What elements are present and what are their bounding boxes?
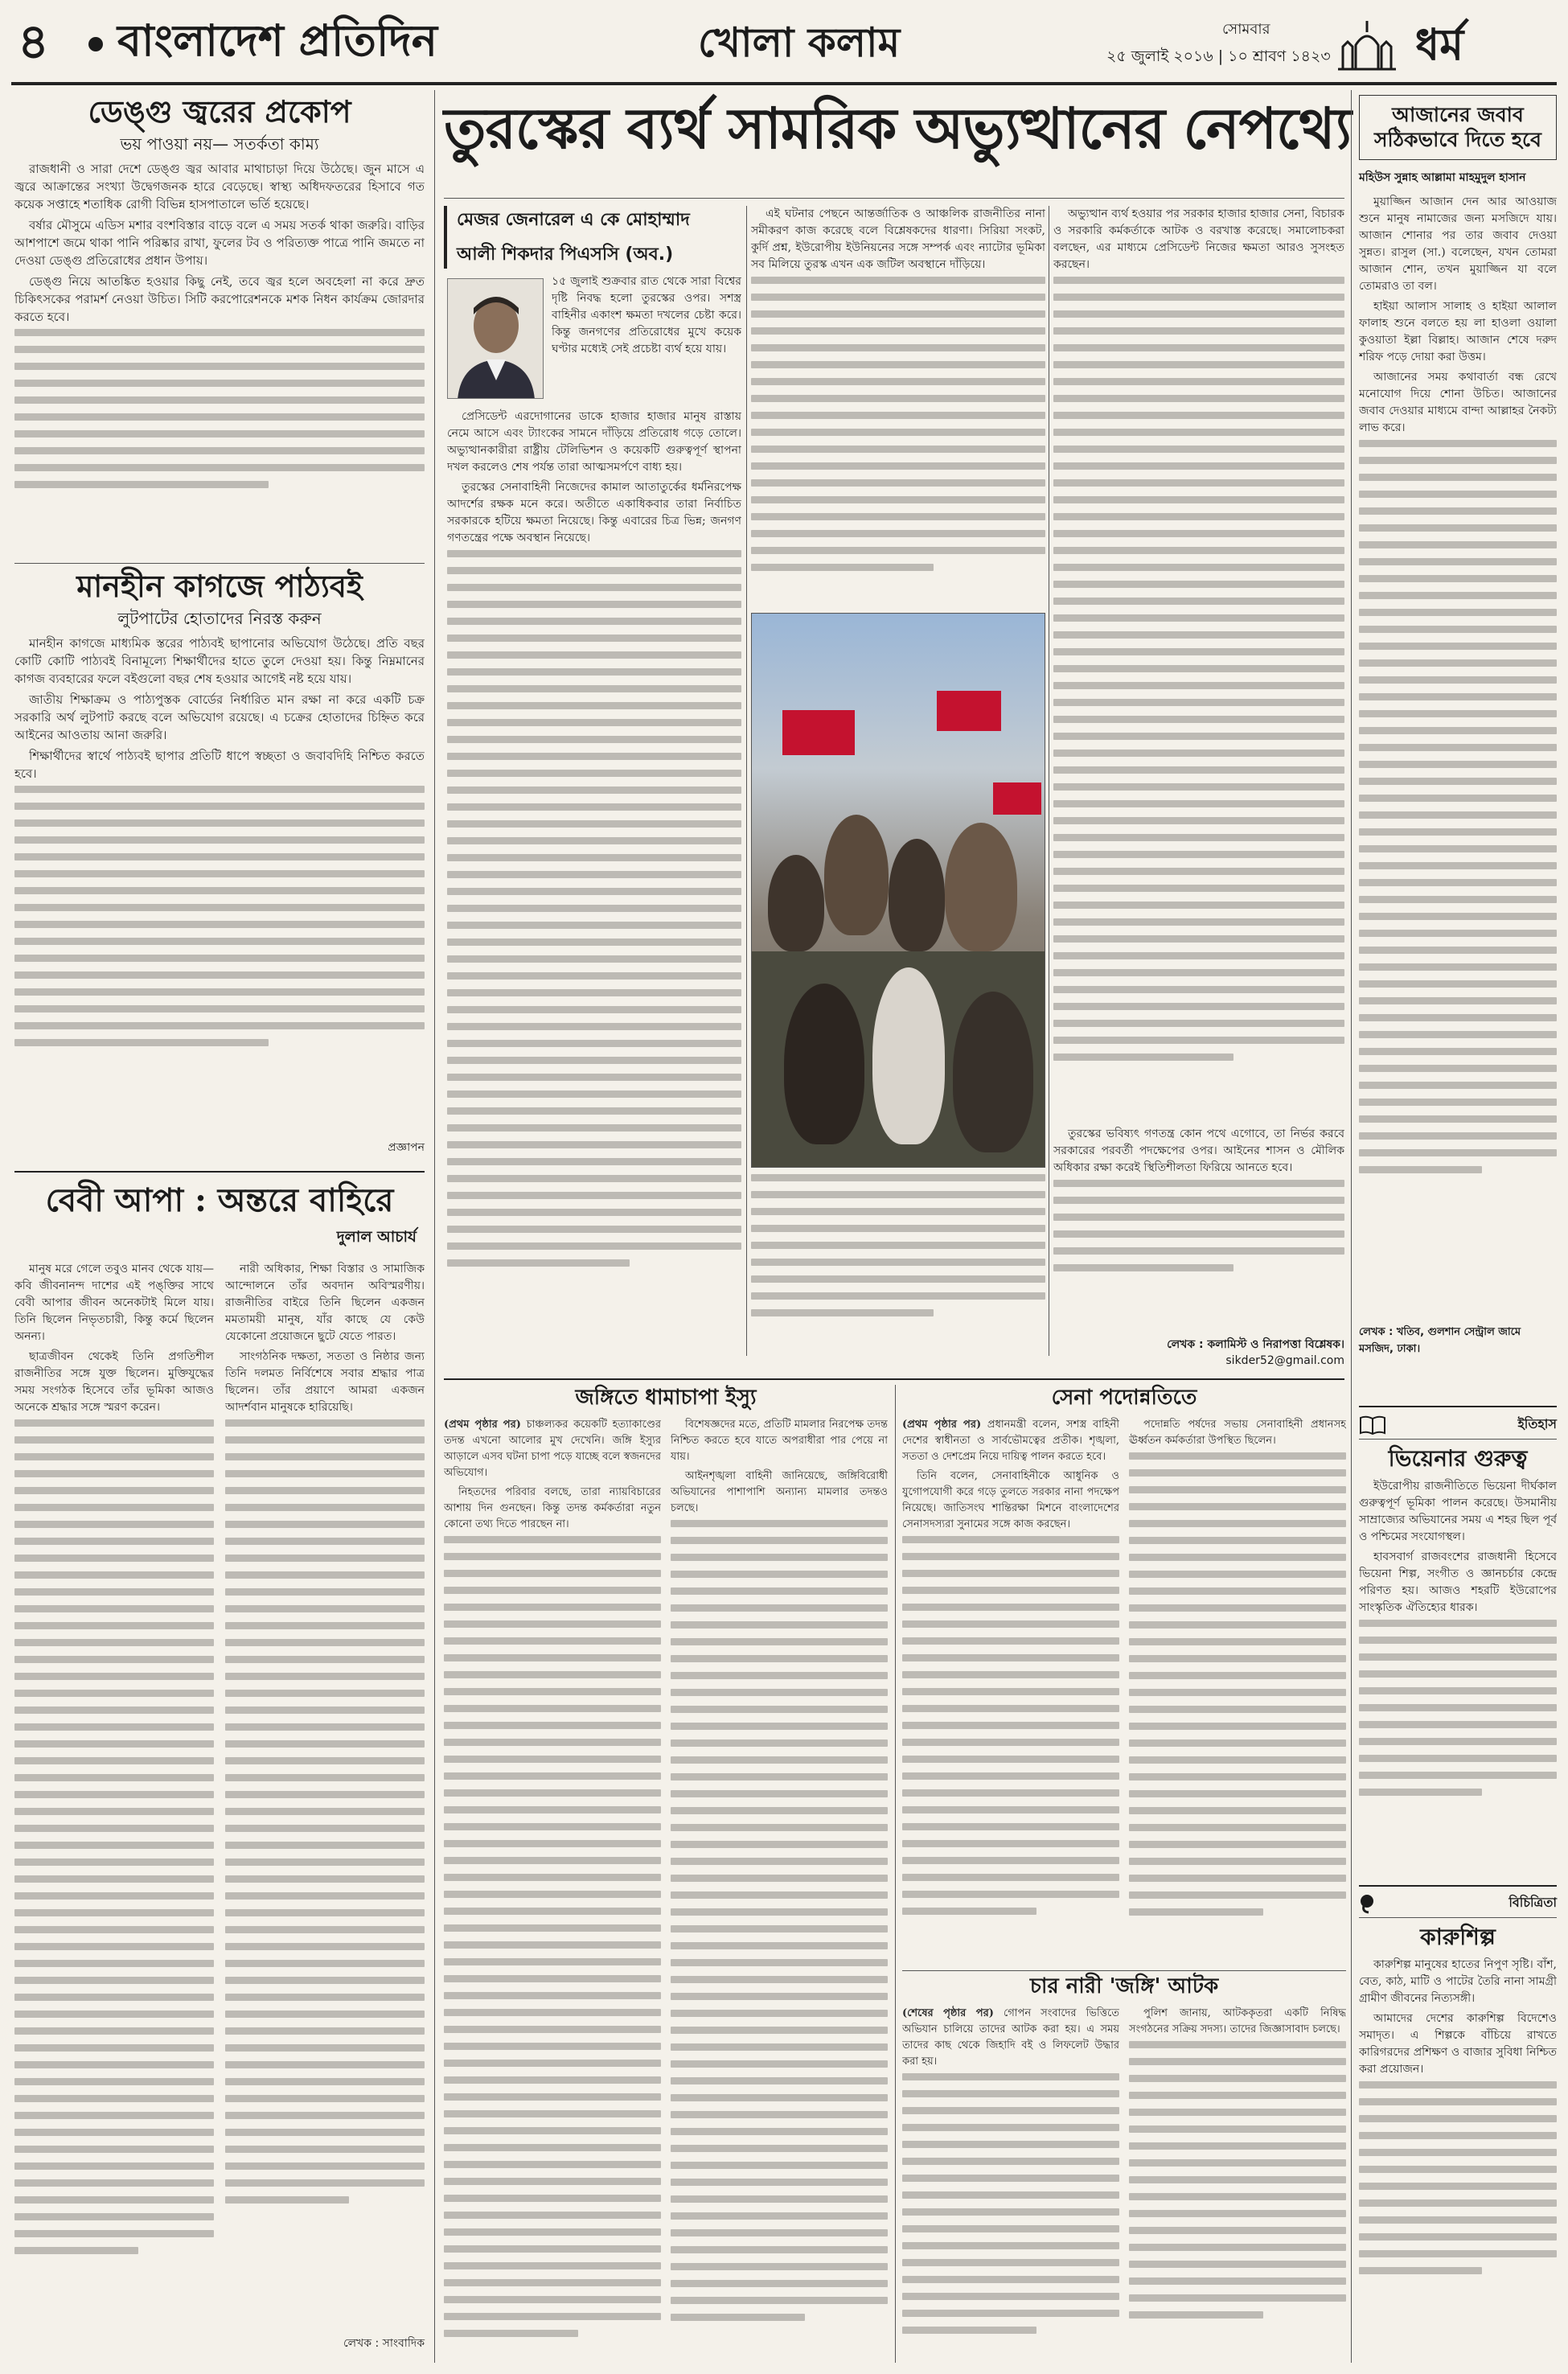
militancy-article bbox=[444, 1386, 888, 2363]
history-body bbox=[1359, 1478, 1557, 1856]
paper-name: বাংলাদেশ প্রতিদিন bbox=[117, 15, 437, 66]
army-col-2 bbox=[1129, 1417, 1346, 1964]
lead-col-1 bbox=[447, 409, 741, 1349]
azan-author: মহিউস সুন্নাহ আল্লামা মাহমুদুল হাসান bbox=[1359, 170, 1526, 184]
weekday: সোমবার bbox=[1222, 21, 1270, 38]
lead-author-line-1: মেজর জেনারেল এ কে মোহাম্মাদ bbox=[457, 210, 690, 230]
text-placeholder bbox=[14, 329, 425, 498]
four-women-col-2 bbox=[1129, 2006, 1346, 2360]
paragraph-text: প্রধানমন্ত্রী বলেন, সশস্ত্র বাহিনী দেশের স্বাধীনতা ও সার্বভৌমত্বের প্রতীক। শৃঙ্খলা, সততা ও দেশপ্রেম নিয়ে দায়িত্ব পালন করতে হবে। bbox=[902, 1418, 1119, 1463]
paragraph: ইউরোপীয় রাজনীতিতে ভিয়েনা দীর্ঘকাল গুরুত্বপূর্ণ ভূমিকা পালন করেছে। উসমানীয় সাম্রাজ্যের অভিযানের সময় এ শহর ছিল পূর্ব ও পশ্চিমের সংযোগস্থল। bbox=[1359, 1480, 1557, 1544]
crowd-figure bbox=[872, 967, 945, 1144]
paragraph bbox=[902, 2006, 1119, 2070]
dengue-subtitle: ভয় পাওয়া নয়— সতর্কতা কাম্য bbox=[120, 133, 319, 154]
textbook-body bbox=[14, 635, 425, 1133]
text-placeholder bbox=[1053, 277, 1344, 1070]
text-placeholder bbox=[1359, 1620, 1557, 1805]
text-placeholder bbox=[1129, 2041, 1346, 2328]
turkish-flag bbox=[993, 782, 1041, 815]
text-placeholder bbox=[671, 1520, 888, 2331]
paragraph: তুরস্কের ভবিষ্যৎ গণতন্ত্র কোন পথে এগোবে, তা নির্ভর করবে সরকারের পরবর্তী পদক্ষেপের ওপর। আইনের শাসন ও মৌলিক অধিকার রক্ষা করেই স্থিতিশীলতা ফিরিয়ে আনতে হবে। bbox=[1053, 1127, 1344, 1174]
masthead bbox=[0, 0, 1568, 88]
baby-apa-author-note: লেখক : সাংবাদিক bbox=[343, 2337, 425, 2350]
army-col-1 bbox=[902, 1417, 1119, 1964]
crowd-figure bbox=[889, 839, 945, 951]
issue-date: ২৫ জুলাই ২০১৬ | ১০ শ্রাবণ ১৪২৩ bbox=[1106, 47, 1331, 65]
paragraph: হাবসবার্গ রাজবংশের রাজধানী হিসেবে ভিয়েনা শিল্প, সংগীত ও জ্ঞানচর্চার কেন্দ্রে পরিণত হয়। আজও শহরটি ইউরোপের সাংস্কৃতিক ঐতিহ্যের ধারক। bbox=[1359, 1550, 1557, 1615]
section-divider bbox=[14, 563, 425, 564]
mosque-icon bbox=[1335, 18, 1399, 74]
column-divider bbox=[746, 206, 747, 1356]
dengue-title: ডেঙ্গু জ্বরের প্রকোপ bbox=[88, 94, 351, 129]
turkish-flag bbox=[782, 710, 855, 755]
militancy-col-2 bbox=[671, 1417, 888, 2358]
section-divider bbox=[14, 1171, 425, 1173]
text-placeholder bbox=[1359, 440, 1557, 1183]
army-title: সেনা পদোন্নতিতে bbox=[1051, 1386, 1197, 1410]
text-placeholder bbox=[1359, 2081, 1557, 2284]
lead-col-2 bbox=[751, 206, 1045, 608]
paragraph: রাজধানী ও সারা দেশে ডেঙ্গু জ্বর আবার মাথাচাড়া দিয়ে উঠেছে। জুন মাসে এ জ্বরে আক্রান্তের সংখ্যা উদ্বেগজনক হারে বেড়েছে। স্বাস্থ্য অধিদফতরের হিসাবে গত কয়েক সপ্তাহে শতাধিক রোগী বিভিন্ন হাসপাতালে ভর্তি হয়েছে। bbox=[14, 161, 425, 212]
continued-label: (প্রথম পৃষ্ঠার পর) bbox=[444, 1418, 521, 1431]
paragraph-text: গোপন সংবাদের ভিত্তিতে অভিযান চালিয়ে তাদের আটক করা হয়। এ সময় তাদের কাছ থেকে জিহাদি বই ও লিফলেট উদ্ধার করা হয়। bbox=[902, 2006, 1119, 2068]
azan-article bbox=[1359, 95, 1557, 1398]
section-divider bbox=[444, 1378, 1344, 1380]
paragraph: নিহতদের পরিবার বলছে, তারা ন্যায়বিচারের আশায় দিন গুনছেন। কিন্তু তদন্ত কর্মকর্তারা নতুন কোনো তথ্য দিতে পারছেন না। bbox=[444, 1485, 661, 1530]
paragraph: নারী অধিকার, শিক্ষা বিস্তার ও সামাজিক আন্দোলনে তাঁর অবদান অবিস্মরণীয়। রাজনীতির বাইরে তিনি ছিলেন একজন মমতাময়ী মানুষ, যাঁর কাছে যে কেউ যেকোনো প্রয়োজনে ছুটে যেতে পারত। bbox=[225, 1263, 425, 1343]
baby-apa-col-1 bbox=[14, 1261, 214, 2331]
baby-apa-article bbox=[14, 1182, 425, 2364]
paragraph bbox=[444, 1417, 661, 1481]
section-divider bbox=[1359, 1406, 1557, 1407]
text-placeholder bbox=[902, 2073, 1119, 2343]
paragraph: এই ঘটনার পেছনে আন্তর্জাতিক ও আঞ্চলিক রাজনীতির নানা সমীকরণ কাজ করেছে বলে বিশ্লেষকদের ধারণা। সিরিয়া সংকট, কুর্দি প্রশ্ন, ইউরোপীয় ইউনিয়নের সঙ্গে সম্পর্ক এবং ন্যাটোর ভূমিকা সব মিলিয়ে তুরস্ক এখন এক জটিল অবস্থানে দাঁড়িয়ে। bbox=[751, 207, 1045, 271]
paragraph: অভ্যুত্থান ব্যর্থ হওয়ার পর সরকার হাজার হাজার সেনা, বিচারক ও সরকারি কর্মকর্তাকে আটক ও বরখাস্ত করেছে। সমালোচকরা বলছেন, এর মাধ্যমে প্রেসিডেন্ট নিজের ক্ষমতা আরও সুসংহত করছেন। bbox=[1053, 207, 1344, 271]
section-divider bbox=[1359, 1885, 1557, 1887]
four-women-title: চার নারী 'জঙ্গি' আটক bbox=[1029, 1974, 1219, 1998]
paragraph: হাইয়া আলাস সালাহ ও হাইয়া আলাল ফালাহ শুনে বলতে হয় লা হাওলা ওয়ালা কুওয়াতা ইল্লা বিল্লাহ। আজান শেষে দরুদ শরিফ পড়ে দোয়া করা উত্তম। bbox=[1359, 299, 1557, 363]
text-placeholder bbox=[447, 550, 741, 1276]
paragraph bbox=[902, 1417, 1119, 1465]
quote-icon bbox=[1359, 1891, 1381, 1914]
crowd-figure bbox=[768, 855, 824, 951]
paragraph-text: চাঞ্চল্যকর কয়েকটি হত্যাকাণ্ডের তদন্ত এখনো আলোর মুখ দেখেনি। জঙ্গি ইস্যুর আড়ালে এসব ঘটনা চাপা পড়ে যাচ্ছে বলে স্বজনদের অভিযোগ। bbox=[444, 1418, 661, 1479]
religion-section-title: ধর্ম bbox=[1415, 18, 1464, 70]
lead-col-4 bbox=[1053, 1126, 1344, 1335]
lead-col-5 bbox=[751, 1174, 1045, 1343]
textbook-end-note: প্রজ্ঞাপন bbox=[388, 1140, 425, 1154]
curiosity-body bbox=[1359, 1957, 1557, 2343]
dengue-editorial bbox=[14, 95, 425, 561]
azan-title: আজানের জবাব সঠিকভাবে দিতে হবে bbox=[1359, 95, 1557, 160]
text-placeholder bbox=[14, 1419, 214, 2264]
section-divider bbox=[902, 1970, 1346, 1971]
page-number: ৪ bbox=[18, 14, 49, 70]
lead-author-note: লেখক : কলামিস্ট ও নিরাপত্তা বিশ্লেষক। bbox=[1167, 1338, 1344, 1351]
column-divider bbox=[895, 1385, 896, 2363]
paragraph: তুরস্কের সেনাবাহিনী নিজেদের কামাল আতাতুর্কের ধর্মনিরপেক্ষ আদর্শের রক্ষক মনে করে। অতীতে একাধিকবার তারা নির্বাচিত সরকারকে হটিয়ে ক্ষমতা নিয়েছে। কিন্তু এবারের চিত্র ভিন্ন; জনগণ গণতন্ত্রের পক্ষে অবস্থান নিয়েছে। bbox=[447, 481, 741, 544]
history-label: ইতিহাস bbox=[1517, 1416, 1557, 1431]
textbook-subtitle: লুটপাটের হোতাদের নিরস্ত করুন bbox=[117, 608, 322, 628]
militancy-title: জঙ্গিতে ধামাচাপা ইস্যু bbox=[575, 1386, 757, 1410]
paragraph: আজানের সময় কথাবার্তা বন্ধ রেখে মনোযোগ দিয়ে শোনা উচিত। আজানের জবাব দেওয়ার মাধ্যমে বান্দা আল্লাহর নৈকট্য লাভ করে। bbox=[1359, 370, 1557, 434]
baby-apa-title: বেবী আপা : অন্তরে বাহিরে bbox=[45, 1181, 394, 1219]
text-placeholder bbox=[751, 277, 1045, 581]
text-placeholder bbox=[902, 1536, 1119, 1924]
four-women-article bbox=[902, 1975, 1346, 2363]
text-placeholder bbox=[1129, 1452, 1346, 1925]
paragraph: প্রেসিডেন্ট এরদোগানের ডাকে হাজার হাজার মানুষ রাস্তায় নেমে আসে এবং ট্যাংকের সামনে দাঁড়িয়ে প্রতিরোধ গড়ে তোলে। অভ্যুত্থানকারীরা রাষ্ট্রীয় টেলিভিশন ও কয়েকটি গুরুত্বপূর্ণ স্থাপনা দখল করলেও শেষ পর্যন্ত তারা আত্মসমর্পণে বাধ্য হয়। bbox=[447, 410, 741, 474]
paragraph: পুলিশ জানায়, আটককৃতরা একটি নিষিদ্ধ সংগঠনের সক্রিয় সদস্য। তাদের জিজ্ঞাসাবাদ চলছে। bbox=[1129, 2006, 1346, 2035]
curiosity-title: কারুশিল্প bbox=[1420, 1924, 1496, 1950]
four-women-col-1 bbox=[902, 2006, 1119, 2360]
militancy-col-1 bbox=[444, 1417, 661, 2358]
army-promotion-article bbox=[902, 1386, 1346, 1965]
lead-headline: তুরস্কের ব্যর্থ সামরিক অভ্যুত্থানের নেপথ্যে bbox=[444, 95, 1351, 162]
paragraph: বিশেষজ্ঞদের মতে, প্রতিটি মামলার নিরপেক্ষ তদন্ত নিশ্চিত করতে হবে যাতে অপরাধীরা পার পেয়ে না যায়। bbox=[671, 1418, 888, 1463]
paragraph: আইনশৃঙ্খলা বাহিনী জানিয়েছে, জঙ্গিবিরোধী অভিযানের পাশাপাশি অন্যান্য মামলার তদন্তও চলছে। bbox=[671, 1469, 888, 1514]
book-icon bbox=[1359, 1415, 1386, 1435]
textbook-title: মানহীন কাগজে পাঠ্যবই bbox=[76, 569, 363, 604]
paragraph: মানহীন কাগজে মাধ্যমিক স্তরের পাঠ্যবই ছাপানোর অভিযোগ উঠেছে। প্রতি বছর কোটি কোটি পাঠ্যবই বিনামূল্যে শিক্ষার্থীদের হাতে তুলে দেওয়া হয়। কিন্তু নিম্নমানের কাগজ ব্যবহারের ফলে বইগুলো বছর শেষ হওয়ার আগেই নষ্ট হয়ে যায়। bbox=[14, 635, 425, 686]
paragraph: সাংগঠনিক দক্ষতা, সততা ও নিষ্ঠার জন্য তিনি দলমত নির্বিশেষে সবার শ্রদ্ধার পাত্র ছিলেন। তাঁর প্রয়াণে আমরা একজন আদর্শবান মানুষকে হারিয়েছি। bbox=[225, 1350, 425, 1414]
paragraph: আমাদের দেশের কারুশিল্প বিদেশেও সমাদৃত। এ শিল্পকে বাঁচিয়ে রাখতে কারিগরদের প্রশিক্ষণ ও বাজার সুবিধা নিশ্চিত করা প্রয়োজন। bbox=[1359, 2012, 1557, 2076]
crowd-figure bbox=[953, 992, 1033, 1152]
paragraph: মুয়াজ্জিন আজান দেন আর আওয়াজ শুনে মানুষ নামাজের জন্য মসজিদে যায়। আজান শোনার পর তার জবাব দেওয়া সুন্নত। রাসুল (সা.) বলেছেন, যখন তোমরা আজান শোন, তখন মুয়াজ্জিন যা বলে তোমরাও তা বল। bbox=[1359, 195, 1557, 293]
paragraph: জাতীয় শিক্ষাক্রম ও পাঠ্যপুস্তক বোর্ডের নির্ধারিত মান রক্ষা না করে একটি চক্র সরকারি অর্থ লুটপাট করছে বলে অভিযোগ রয়েছে। এ চক্রের হোতাদের চিহ্নিত করে আইনের আওতায় আনা জরুরি। bbox=[14, 692, 425, 742]
column-divider bbox=[434, 90, 435, 2363]
history-title: ভিয়েনার গুরুত্ব bbox=[1388, 1445, 1528, 1472]
text-placeholder bbox=[14, 786, 425, 1056]
paragraph: ১৫ জুলাই শুক্রবার রাত থেকে সারা বিশ্বের দৃষ্টি নিবদ্ধ হলো তুরস্কের ওপর। সশস্ত্র বাহিনীর একাংশ ক্ষমতা দখলের চেষ্টা করে। কিন্তু জনগণের প্রতিরোধের মুখে কয়েক ঘণ্টার মধ্যেই সেই প্রচেষ্টা ব্যর্থ হয়ে যায়। bbox=[552, 275, 741, 355]
paragraph: ডেঙ্গু নিয়ে আতঙ্কিত হওয়ার কিছু নেই, তবে জ্বর হলে অবহেলা না করে দ্রুত চিকিৎসকের পরামর্শ নেওয়া উচিত। সিটি করপোরেশনকে মশক নিধন কার্যক্রম জোরদার করতে হবে। bbox=[14, 273, 425, 324]
masthead-rule bbox=[11, 82, 1557, 85]
crowd-figure bbox=[824, 815, 889, 935]
curiosity-article bbox=[1359, 1891, 1557, 2363]
lead-col-3 bbox=[1053, 206, 1344, 1123]
paragraph: মানুষ মরে গেলে তবুও মানব থেকে যায়— কবি জীবনানন্দ দাশের এই পঙ্‌ক্তির সাথে বেবী আপার জীবন অনেকটাই মিলে যায়। তিনি ছিলেন নিভৃতচারী, কিন্তু কর্মে ছিলেন অনন্য। bbox=[14, 1263, 214, 1343]
continued-label: (শেষের পৃষ্ঠার পর) bbox=[902, 2006, 994, 2019]
baby-apa-col-2 bbox=[225, 1261, 425, 2331]
text-placeholder bbox=[444, 1536, 661, 2347]
paragraph: শিক্ষার্থীদের স্বার্থে পাঠ্যবই ছাপার প্রতিটি ধাপে স্বচ্ছতা ও জবাবদিহি নিশ্চিত করতে হবে। bbox=[14, 748, 425, 781]
paragraph: ছাত্রজীবন থেকেই তিনি প্রগতিশীল রাজনীতির সঙ্গে যুক্ত ছিলেন। মুক্তিযুদ্ধের সময় সংগঠক হিসেবে তাঁর ভূমিকা আজও অনেকে শ্রদ্ধার সঙ্গে স্মরণ করেন। bbox=[14, 1350, 214, 1414]
coup-protest-photo bbox=[751, 613, 1045, 1168]
lead-author-line-2: আলী শিকদার পিএসসি (অব.) bbox=[457, 244, 674, 265]
text-placeholder bbox=[1053, 1180, 1344, 1281]
textbook-editorial bbox=[14, 569, 425, 1164]
continued-label: (প্রথম পৃষ্ঠার পর) bbox=[902, 1418, 982, 1431]
history-article bbox=[1359, 1414, 1557, 1880]
curiosity-label: বিচিত্রিতা bbox=[1508, 1894, 1557, 1910]
paragraph: তিনি বলেন, সেনাবাহিনীকে আধুনিক ও যুগোপযোগী করে গড়ে তুলতে সরকার নানা পদক্ষেপ নিয়েছে। জাতিসংঘ শান্তিরক্ষা মিশনে বাংলাদেশের সেনাসদস্যরা সুনামের সঙ্গে কাজ করছেন। bbox=[902, 1469, 1119, 1530]
text-placeholder bbox=[751, 1174, 1045, 1326]
section-title: খোলা কলাম bbox=[698, 18, 901, 66]
paragraph: পদোন্নতি পর্ষদের সভায় সেনাবাহিনী প্রধানসহ ঊর্ধ্বতন কর্মকর্তারা উপস্থিত ছিলেন। bbox=[1129, 1418, 1346, 1447]
bullet-icon bbox=[88, 37, 103, 51]
crowd-figure bbox=[784, 984, 864, 1144]
column-divider bbox=[1351, 90, 1352, 2363]
lead-intro bbox=[552, 273, 741, 406]
author-portrait bbox=[447, 278, 544, 399]
baby-apa-author: দুলাল আচার্য bbox=[336, 1228, 417, 1246]
turkish-flag bbox=[937, 691, 1001, 731]
lead-author-email: sikder52@gmail.com bbox=[1225, 1354, 1344, 1367]
azan-author-note: লেখক : খতিব, গুলশান সেন্ট্রাল জামে মসজিদ, ঢাকা। bbox=[1359, 1325, 1521, 1355]
paragraph: বর্ষার মৌসুমে এডিস মশার বংশবিস্তার বাড়ে বলে এ সময় সতর্ক থাকা জরুরি। বাড়ির আশপাশে জমে থাকা পানি পরিষ্কার রাখা, ফুলের টব ও পরিত্যক্ত পাত্রে পানি জমতে না দেওয়া ডেঙ্গু প্রতিরোধের প্রধান উপায়। bbox=[14, 217, 425, 268]
azan-body bbox=[1359, 194, 1557, 1320]
lead-author-box bbox=[444, 206, 740, 269]
dengue-body bbox=[14, 160, 425, 562]
headline-rule bbox=[444, 198, 1344, 199]
paragraph: কারুশিল্প মানুষের হাতের নিপুণ সৃষ্টি। বাঁশ, বেত, কাঠ, মাটি ও পাটের তৈরি নানা সামগ্রী গ্রামীণ জীবনের নিত্যসঙ্গী। bbox=[1359, 1958, 1557, 2006]
text-placeholder bbox=[225, 1419, 425, 2213]
crowd-figure bbox=[945, 823, 1017, 951]
